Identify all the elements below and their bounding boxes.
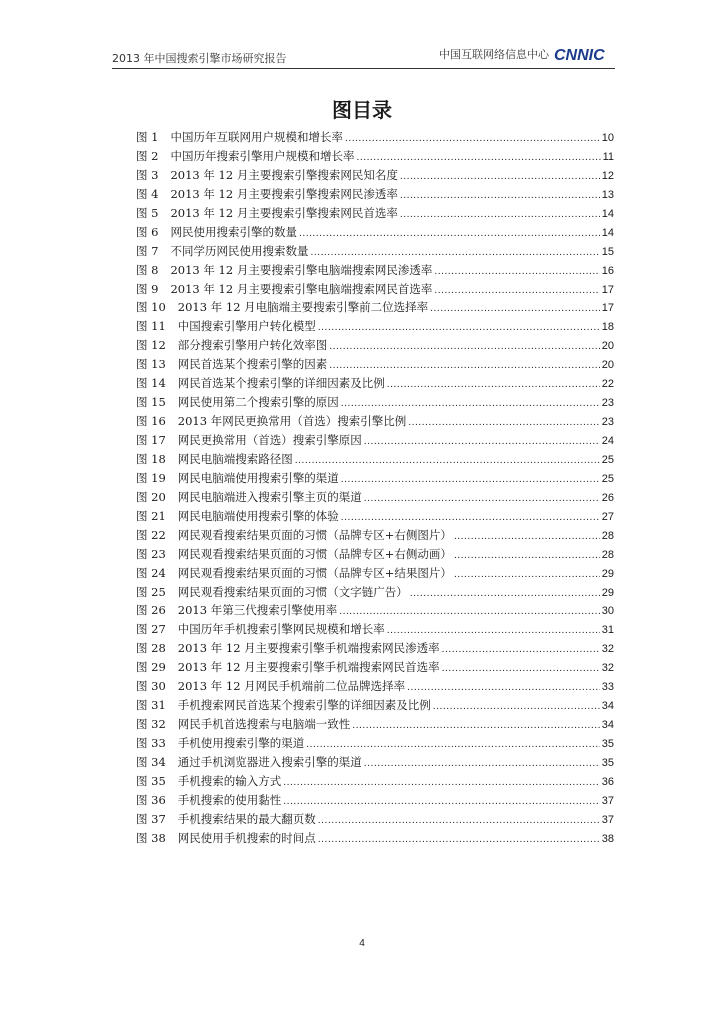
figure-label: 图 22	[136, 527, 166, 542]
page-title: 图目录	[332, 98, 392, 122]
report-title: 2013 年中国搜索引擎市场研究报告	[112, 52, 287, 65]
dot-leader	[400, 168, 600, 187]
figure-list	[136, 128, 614, 848]
figure-title: 2013 年 12 月主要搜索引擎电脑端搜索网民渗透率	[170, 262, 433, 277]
toc-entry[interactable]	[136, 526, 614, 545]
dot-leader	[407, 679, 600, 698]
figure-label: 图 13	[136, 357, 166, 372]
figure-title: 中国搜索引擎用户转化模型	[177, 319, 316, 334]
figure-label: 图 31	[136, 698, 166, 713]
figure-page-number: 28	[601, 529, 614, 542]
toc-entry[interactable]	[136, 393, 614, 412]
figure-title: 手机搜索的使用黏性	[177, 792, 282, 807]
figure-page-number: 29	[601, 567, 614, 580]
toc-entry[interactable]	[136, 791, 614, 810]
figure-title: 中国历年互联网用户规模和增长率	[170, 130, 343, 144]
toc-entry[interactable]	[136, 583, 614, 602]
figure-label: 图 34	[136, 754, 166, 769]
figure-title: 网民手机首选搜索与电脑端一致性	[177, 717, 351, 732]
figure-title: 网民使用搜索引擎的数量	[170, 224, 297, 239]
figure-page-number: 34	[601, 719, 614, 732]
toc-entry[interactable]	[136, 829, 614, 848]
figure-page-number: 32	[601, 662, 614, 675]
dot-leader	[434, 263, 599, 282]
dot-leader	[345, 130, 600, 149]
toc-entry[interactable]	[136, 374, 614, 393]
figure-title: 网民使用第二个搜索引擎的原因	[177, 395, 339, 410]
figure-page-number: 17	[601, 283, 614, 296]
dot-leader	[341, 471, 600, 490]
figure-label: 图 4	[136, 186, 159, 201]
figure-page-number: 36	[601, 775, 614, 788]
toc-entry[interactable]	[136, 564, 614, 583]
figure-title: 2013 年 12 月主要搜索引擎手机端搜索网民渗透率	[177, 641, 440, 656]
figure-title: 2013 年 12 月主要搜索引擎搜索网民首选率	[170, 205, 398, 220]
toc-entry[interactable]	[136, 261, 614, 280]
figure-label: 图 20	[136, 489, 166, 504]
figure-label: 图 9	[136, 281, 159, 296]
dot-leader	[454, 547, 600, 566]
figure-label: 图 37	[136, 811, 166, 826]
page-header	[112, 40, 615, 69]
figure-page-number: 30	[601, 605, 614, 618]
figure-page-number: 22	[601, 378, 614, 391]
figure-page-number: 17	[601, 302, 614, 315]
figure-title: 手机使用搜索引擎的渠道	[177, 736, 305, 750]
figure-title: 网民电脑端使用搜索引擎的体验	[177, 508, 339, 523]
figure-label: 图 7	[136, 243, 159, 258]
figure-page-number: 18	[601, 321, 614, 334]
toc-entry[interactable]	[136, 128, 614, 147]
figure-title: 中国历年搜索引擎用户规模和增长率	[170, 148, 355, 163]
toc-entry[interactable]	[136, 355, 614, 374]
toc-entry[interactable]	[136, 431, 614, 450]
toc-entry[interactable]	[136, 677, 614, 696]
dot-leader	[430, 300, 600, 319]
dot-leader	[299, 225, 600, 244]
toc-entry[interactable]	[136, 658, 614, 677]
toc-entry[interactable]	[136, 715, 614, 734]
figure-title: 网民更换常用（首选）搜索引擎原因	[177, 433, 362, 447]
figure-page-number: 28	[601, 548, 614, 561]
figure-label: 图 29	[136, 660, 166, 675]
dot-leader	[454, 566, 600, 585]
figure-label: 图 30	[136, 679, 166, 694]
toc-entry[interactable]	[136, 280, 614, 299]
figure-title: 2013 年网民更换常用（首选）搜索引擎比例	[177, 414, 407, 429]
figure-label: 图 6	[136, 224, 159, 239]
figure-title: 2013 年 12 月网民手机端前二位品牌选择率	[177, 679, 406, 694]
toc-entry[interactable]	[136, 412, 614, 431]
dot-leader	[352, 717, 599, 736]
figure-page-number: 20	[601, 359, 614, 372]
dot-leader	[364, 433, 600, 452]
figure-page-number: 20	[601, 340, 614, 353]
figure-label: 图 32	[136, 717, 166, 732]
toc-entry[interactable]	[136, 450, 614, 469]
dot-leader	[408, 414, 600, 433]
figure-page-number: 25	[601, 472, 614, 485]
toc-entry[interactable]	[136, 810, 614, 829]
toc-entry[interactable]	[136, 620, 614, 639]
figure-title: 网民电脑端搜索路径图	[177, 451, 293, 466]
figure-title: 网民观看搜索结果页面的习惯（品牌专区+结果图片）	[177, 565, 452, 580]
dot-leader	[283, 793, 599, 812]
figure-label: 图 3	[136, 167, 159, 182]
figure-title: 2013 年 12 月主要搜索引擎电脑端搜索网民首选率	[170, 281, 433, 296]
dot-leader	[364, 490, 600, 509]
figure-title: 网民电脑端使用搜索引擎的渠道	[177, 470, 339, 485]
figure-label: 图 14	[136, 376, 166, 391]
figure-label: 图 1	[136, 130, 159, 144]
figure-title: 中国历年手机搜索引擎网民规模和增长率	[177, 622, 385, 637]
dot-leader	[442, 641, 600, 660]
figure-title: 网民使用手机搜索的时间点	[177, 830, 316, 845]
figure-page-number: 14	[601, 226, 614, 239]
figure-label: 图 26	[136, 603, 166, 618]
figure-page-number: 11	[602, 150, 614, 163]
figure-label: 图 12	[136, 338, 166, 353]
figure-label: 图 5	[136, 205, 159, 220]
figure-title: 通过手机浏览器进入搜索引擎的渠道	[177, 754, 362, 769]
toc-entry[interactable]	[136, 507, 614, 526]
toc-entry[interactable]	[136, 469, 614, 488]
dot-leader	[295, 452, 600, 471]
toc-entry[interactable]	[136, 753, 614, 772]
figure-page-number: 29	[601, 586, 614, 599]
toc-entry[interactable]	[136, 317, 614, 336]
figure-label: 图 27	[136, 622, 166, 637]
toc-entry[interactable]	[136, 298, 614, 317]
dot-leader	[400, 206, 600, 225]
figure-page-number: 32	[601, 643, 614, 656]
figure-title: 手机搜索结果的最大翻页数	[177, 811, 316, 826]
toc-entry[interactable]	[136, 204, 614, 223]
figure-title: 网民首选某个搜索引擎的详细因素及比例	[177, 376, 385, 391]
figure-page-number: 12	[601, 169, 614, 182]
figure-page-number: 23	[601, 416, 614, 429]
figure-page-number: 27	[601, 510, 614, 523]
figure-title: 网民观看搜索结果页面的习惯（文字链广告）	[177, 584, 408, 599]
figure-page-number: 31	[601, 624, 614, 637]
dot-leader	[329, 338, 599, 357]
toc-entry[interactable]	[136, 242, 614, 261]
figure-label: 图 17	[136, 433, 166, 447]
toc-entry[interactable]	[136, 166, 614, 185]
figure-title: 手机搜索的输入方式	[177, 773, 282, 788]
figure-label: 图 19	[136, 470, 166, 485]
figure-title: 2013 年 12 月主要搜索引擎搜索网民知名度	[170, 167, 398, 182]
figure-title: 不同学历网民使用搜索数量	[170, 243, 309, 258]
toc-entry[interactable]	[136, 601, 614, 620]
header-org-block	[439, 45, 615, 63]
figure-page-number: 10	[601, 132, 614, 144]
figure-title: 部分搜索引擎用户转化效率图	[177, 338, 328, 353]
figure-label: 图 25	[136, 584, 166, 599]
figure-page-number: 14	[601, 207, 614, 220]
page-number: 4	[359, 938, 365, 949]
figure-label: 图 33	[136, 736, 166, 750]
figure-page-number: 33	[601, 681, 614, 694]
toc-entry[interactable]	[136, 488, 614, 507]
dot-leader	[283, 774, 599, 793]
organization-name: 中国互联网络信息中心	[439, 48, 549, 61]
dot-leader	[434, 282, 599, 301]
toc-entry[interactable]	[136, 545, 614, 564]
dot-leader	[364, 755, 600, 774]
figure-title: 2013 年 12 月电脑端主要搜索引擎前二位选择率	[177, 300, 429, 315]
figure-title: 网民观看搜索结果页面的习惯（品牌专区+右侧图片）	[177, 527, 452, 542]
cnnic-logo-text: CNNIC	[554, 47, 605, 63]
figure-page-number: 37	[601, 813, 614, 826]
figure-label: 图 24	[136, 565, 166, 580]
figure-label: 图 23	[136, 546, 166, 561]
figure-page-number: 16	[601, 264, 614, 277]
figure-title: 2013 年第三代搜索引擎使用率	[177, 603, 338, 618]
figure-label: 图 18	[136, 451, 166, 466]
toc-entry[interactable]	[136, 185, 614, 204]
dot-leader	[318, 812, 600, 831]
toc-entry[interactable]	[136, 223, 614, 242]
figure-title: 网民首选某个搜索引擎的因素	[177, 357, 328, 372]
toc-entry[interactable]	[136, 336, 614, 355]
toc-entry[interactable]	[136, 696, 614, 715]
figure-page-number: 38	[601, 832, 614, 845]
figure-page-number: 13	[601, 188, 614, 201]
figure-label: 图 35	[136, 773, 166, 788]
dot-leader	[387, 376, 600, 395]
figure-page-number: 15	[601, 245, 614, 258]
figure-label: 图 38	[136, 830, 166, 845]
figure-page-number: 23	[601, 397, 614, 410]
toc-entry[interactable]	[136, 772, 614, 791]
figure-page-number: 34	[601, 700, 614, 713]
figure-label: 图 36	[136, 792, 166, 807]
figure-label: 图 2	[136, 148, 159, 163]
figure-label: 图 28	[136, 641, 166, 656]
cnnic-logo	[553, 45, 615, 63]
figure-title: 2013 年 12 月主要搜索引擎搜索网民渗透率	[170, 186, 398, 201]
figure-label: 图 10	[136, 300, 166, 315]
figure-page-number: 26	[601, 491, 614, 504]
figure-title: 2013 年 12 月主要搜索引擎手机端搜索网民首选率	[177, 660, 440, 675]
figure-page-number: 24	[601, 435, 614, 447]
figure-page-number: 25	[601, 453, 614, 466]
dot-leader	[433, 698, 600, 717]
figure-label: 图 21	[136, 508, 166, 523]
figure-label: 图 8	[136, 262, 159, 277]
figure-label: 图 15	[136, 395, 166, 410]
figure-page-number: 35	[601, 738, 614, 750]
dot-leader	[318, 831, 600, 850]
figure-title: 网民观看搜索结果页面的习惯（品牌专区+右侧动画）	[177, 546, 452, 561]
dot-leader	[454, 528, 600, 547]
dot-leader	[442, 660, 600, 679]
figure-title: 网民电脑端进入搜索引擎主页的渠道	[177, 489, 362, 504]
dot-leader	[400, 187, 600, 206]
toc-entry[interactable]	[136, 147, 614, 166]
figure-title: 手机搜索网民首选某个搜索引擎的详细因素及比例	[177, 698, 431, 713]
dot-leader	[318, 319, 600, 338]
figure-page-number: 37	[601, 794, 614, 807]
toc-entry[interactable]	[136, 734, 614, 753]
figure-label: 图 11	[136, 319, 166, 334]
figure-label: 图 16	[136, 414, 166, 429]
dot-leader	[410, 585, 600, 604]
toc-entry[interactable]	[136, 639, 614, 658]
figure-page-number: 35	[601, 756, 614, 769]
